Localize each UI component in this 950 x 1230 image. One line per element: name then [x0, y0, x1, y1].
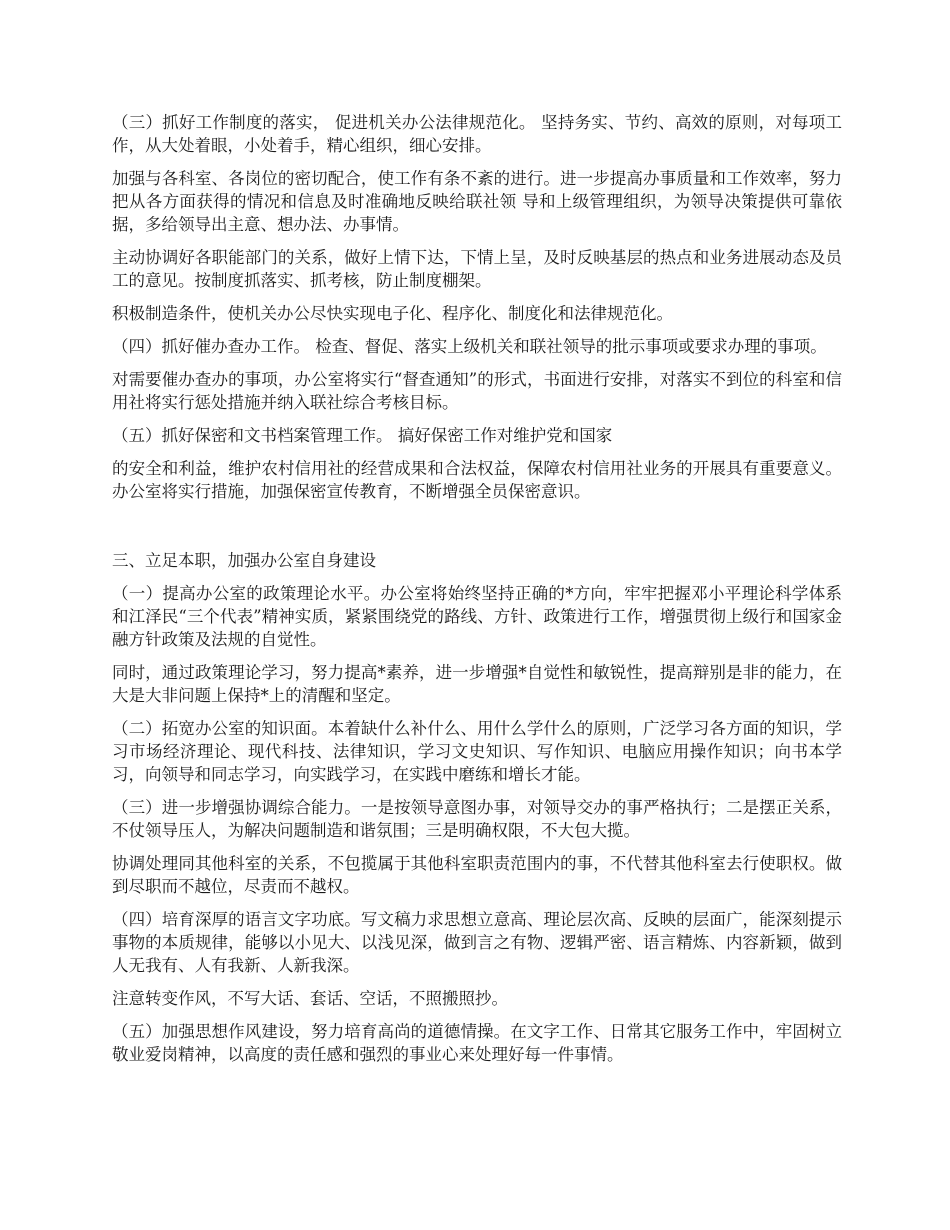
paragraph-political-quality: 同时，通过政策理论学习，努力提高*素养，进一步增强*自觉性和敏锐性，提高辩别是非的能力，在大是大非问题上保持*上的清醒和坚定。	[112, 663, 842, 705]
paragraph-coordination-ability: （三）进一步增强协调综合能力。一是按领导意图办事，对领导交办的事严格执行；二是摆正关系，不仗领导压人，为解决问题制造和谐氛围；三是明确权限，不大包大揽。	[112, 798, 842, 840]
paragraph-supervision: （四）抓好催办查办工作。 检查、督促、落实上级机关和联社领导的批示事项或要求办理的事项。	[112, 337, 827, 356]
section-spacer	[112, 513, 842, 549]
document-body	[112, 111, 842, 1076]
paragraph-policy-theory: （一）提高办公室的政策理论水平。办公室将始终坚持正确的*方向，牢牢把握邓小平理论科学体系和江泽民“三个代表”精神实质，紧紧围绕党的路线、方针、政策进行工作，增强贯彻上级行和国家金融方针政策及法规的自觉性。	[112, 584, 842, 649]
paragraph-knowledge: （二）拓宽办公室的知识面。本着缺什么补什么、用什么学什么的原则，广泛学习各方面的知识，学习市场经济理论、现代科技、法律知识，学习文史知识、写作知识、电脑应用操作知识；向书本学习，向领导和同志学习，向实践学习，在实践中磨练和增长才能。	[112, 719, 842, 784]
paragraph-confidentiality: （五）抓好保密和文书档案管理工作。 搞好保密工作对维护党和国家	[112, 426, 613, 445]
paragraph-department-relations: 协调处理同其他科室的关系，不包揽属于其他科室职责范围内的事，不代替其他科室去行使职权。做到尽职而不越位，尽责而不越权。	[112, 854, 842, 896]
paragraph-writing-skill: （四）培育深厚的语言文字功底。写文稿力求思想立意高、理论层次高、反映的层面广，能深刻提示事物的本质规律，能够以小见大、以浅见深，做到言之有物、逻辑严密、语言精炼、内容新颖，做到人无我有、人有我新、人新我深。	[112, 910, 842, 975]
paragraph-ethics: （五）加强思想作风建设，努力培育高尚的道德情操。在文字工作、日常其它服务工作中，牢固树立敬业爱岗精神，以高度的责任感和强烈的事业心来处理好每一件事情。	[112, 1022, 842, 1064]
paragraph-supervision-notice: 对需要催办查办的事项，办公室将实行“督查通知”的形式，书面进行安排，对落实不到位的科室和信用社将实行惩处措施并纳入联社综合考核目标。	[112, 370, 842, 412]
paragraph-work-system: （三）抓好工作制度的落实， 促进机关办公法律规范化。 坚持务实、节约、高效的原则，对每项工作，从大处着眼，小处着手，精心组织，细心安排。	[112, 113, 842, 155]
paragraph-writing-style: 注意转变作风，不写大话、套话、空话，不照搬照抄。	[112, 989, 508, 1008]
paragraph-confidentiality-cont: 的安全和利益，维护农村信用社的经营成果和合法权益，保障农村信用社业务的开展具有重要意义。办公室将实行措施，加强保密宣传教育，不断增强全员保密意识。	[112, 459, 842, 501]
paragraph-cooperation: 加强与各科室、各岗位的密切配合，使工作有条不紊的进行。进一步提高办事质量和工作效率，努力把从各方面获得的情况和信息及时准确地反映给联社领 导和上级管理组织，为领导决策提供可靠依据，多给领导出主意、想办法、办事情。	[112, 169, 842, 234]
paragraph-coordination: 主动协调好各职能部门的关系，做好上情下达，下情上呈，及时反映基层的热点和业务进展动态及员工的意见。按制度抓落实、抓考核，防止制度棚架。	[112, 248, 842, 290]
paragraph-electronic-office: 积极制造条件，使机关办公尽快实现电子化、程序化、制度化和法律规范化。	[112, 304, 673, 323]
section-heading: 三、立足本职，加强办公室自身建设	[112, 551, 376, 570]
